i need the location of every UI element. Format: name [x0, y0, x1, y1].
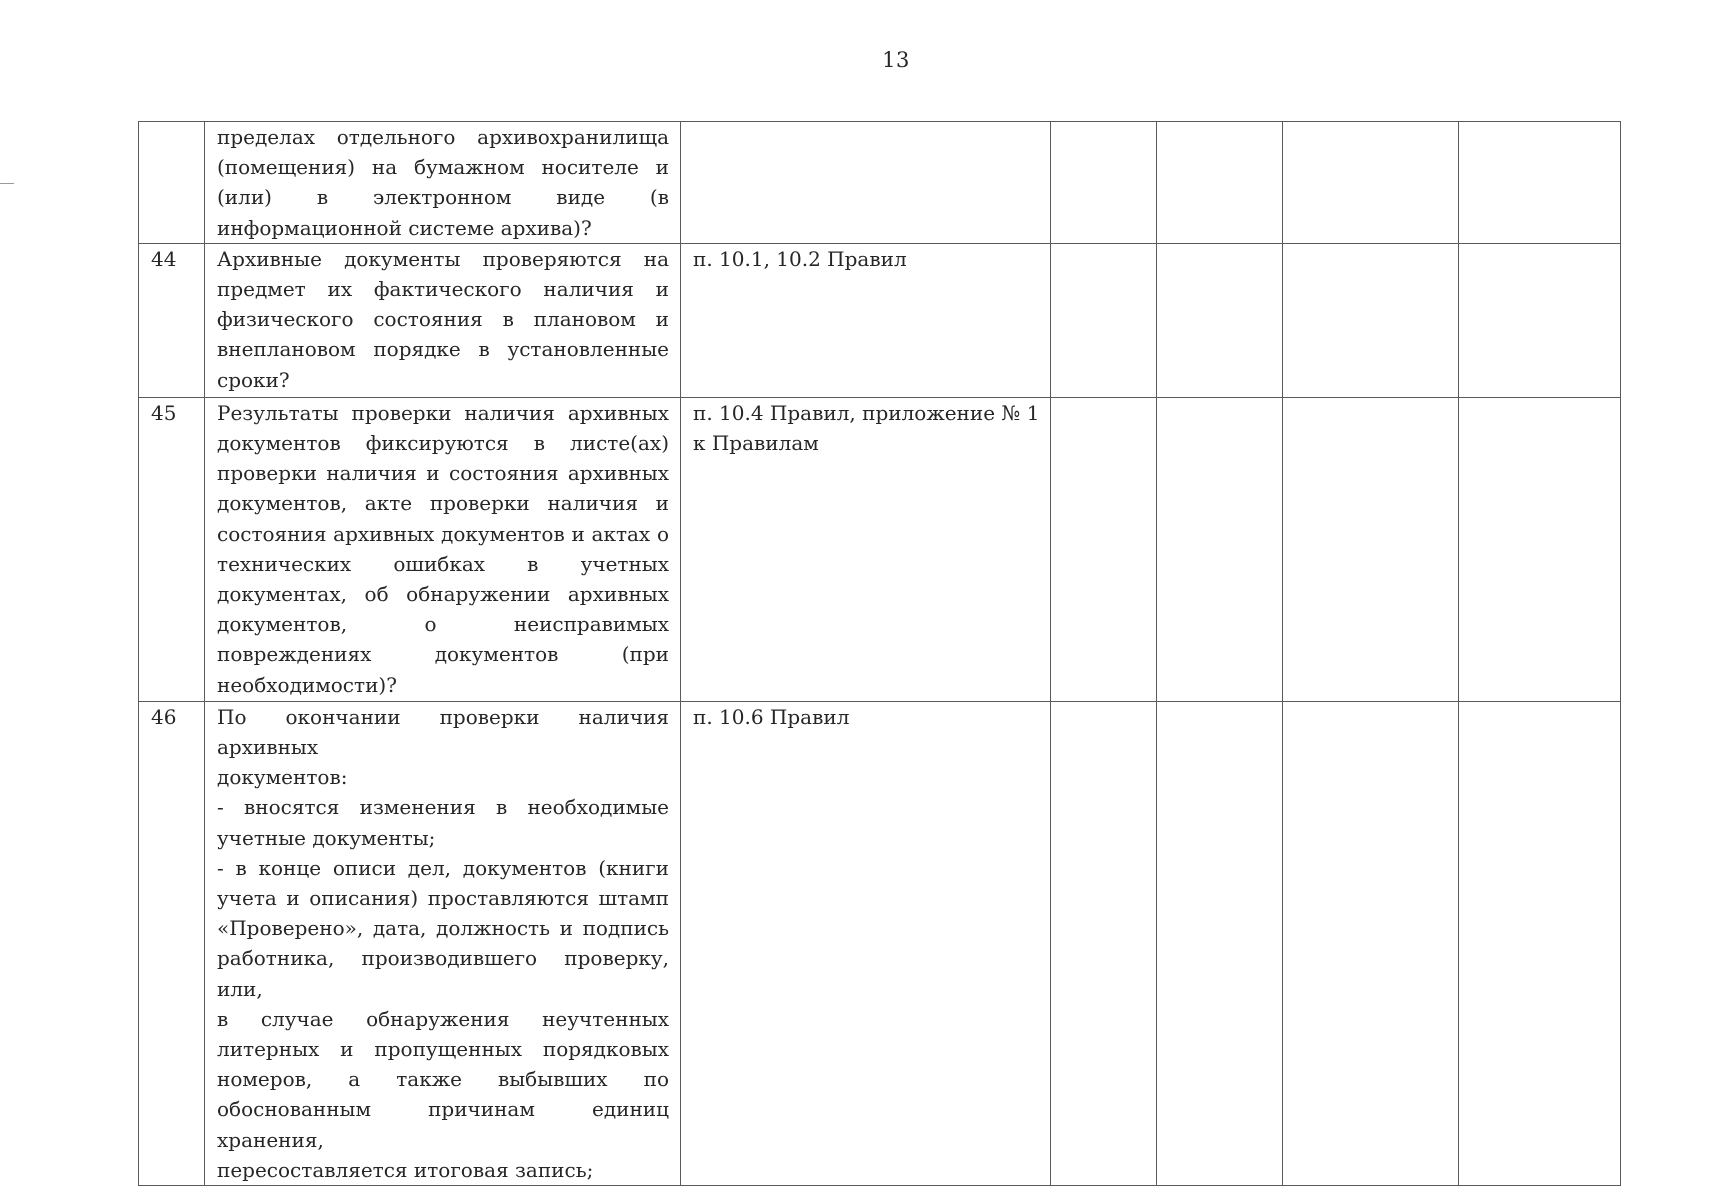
empty-cell: [1157, 243, 1283, 397]
question-line: пересоставляется итоговая запись;: [217, 1157, 594, 1182]
question-line: работника, производившего проверку, или,: [217, 946, 669, 1001]
empty-cell: [1051, 397, 1157, 701]
question-line: физического состояния в плановом и: [217, 307, 669, 332]
question-line: необходимости)?: [217, 672, 397, 697]
empty-cell: [1157, 122, 1283, 244]
question-line: (или) в электронном виде (в: [217, 185, 669, 210]
table-row: [139, 701, 1621, 1185]
question-line: документов фиксируются в листе(ах): [217, 431, 669, 456]
table-row: [139, 397, 1621, 701]
question-cell: [205, 397, 681, 701]
question-line: (помещения) на бумажном носителе и: [217, 155, 669, 180]
question-line: Результаты проверки наличия архивных: [217, 400, 669, 425]
empty-cell: [1051, 701, 1157, 1185]
question-line: - вносятся изменения в необходимые: [217, 795, 669, 820]
empty-cell: [1459, 397, 1621, 701]
question-line: - в конце описи дел, документов (книги: [217, 855, 669, 880]
margin-mark: [0, 183, 14, 184]
question-line: Архивные документы проверяются на: [217, 246, 669, 271]
question-line: в случае обнаружения неучтенных: [217, 1006, 669, 1031]
question-line: внеплановом порядке в установленные: [217, 337, 669, 362]
reference-cell: [681, 397, 1051, 701]
page-number: 13: [882, 48, 910, 72]
question-cell: [205, 122, 681, 244]
reference-cell: [681, 122, 1051, 244]
row-number-cell: 44: [139, 243, 205, 397]
question-line: сроки?: [217, 367, 290, 392]
empty-cell: [1459, 243, 1621, 397]
reference-cell: [681, 701, 1051, 1185]
empty-cell: [1051, 122, 1157, 244]
reference-line: п. 10.4 Правил, приложение № 1: [693, 400, 1040, 425]
reference-line: к Правилам: [693, 431, 819, 456]
question-line: повреждениях документов (при: [217, 642, 669, 667]
empty-cell: [1283, 243, 1459, 397]
row-number-cell: 45: [139, 397, 205, 701]
question-line: предмет их фактического наличия и: [217, 277, 669, 302]
empty-cell: [1459, 701, 1621, 1185]
empty-cell: [1157, 397, 1283, 701]
question-line: документов, о неисправимых: [217, 612, 669, 637]
question-line: номеров, а также выбывших по: [217, 1067, 669, 1092]
empty-cell: [1157, 701, 1283, 1185]
question-line: обоснованным причинам единиц хранения,: [217, 1097, 669, 1152]
question-cell: [205, 701, 681, 1185]
question-line: состояния архивных документов и актах о: [217, 521, 669, 546]
question-line: литерных и пропущенных порядковых: [217, 1037, 669, 1062]
question-cell: [205, 243, 681, 397]
question-line: документов, акте проверки наличия и: [217, 491, 669, 516]
question-line: учета и описания) проставляются штамп: [217, 886, 669, 911]
table-row: [139, 122, 1621, 244]
checklist-table: [138, 121, 1621, 1186]
question-line: учетные документы;: [217, 825, 436, 850]
reference-cell: [681, 243, 1051, 397]
empty-cell: [1283, 397, 1459, 701]
empty-cell: [1283, 122, 1459, 244]
question-line: документах, об обнаружении архивных: [217, 582, 669, 607]
table-row: [139, 243, 1621, 397]
row-number-cell: [139, 122, 205, 244]
empty-cell: [1051, 243, 1157, 397]
question-line: По окончании проверки наличия архивных: [217, 704, 669, 760]
question-line: технических ошибках в учетных: [217, 551, 669, 576]
reference-line: п. 10.6 Правил: [693, 704, 850, 729]
row-number-cell: 46: [139, 701, 205, 1185]
question-line: информационной системе архива)?: [217, 215, 592, 240]
question-line: пределах отдельного архивохранилища: [217, 125, 669, 149]
question-line: проверки наличия и состояния архивных: [217, 461, 669, 486]
empty-cell: [1283, 701, 1459, 1185]
question-line: документов:: [217, 765, 348, 790]
empty-cell: [1459, 122, 1621, 244]
reference-line: п. 10.1, 10.2 Правил: [693, 246, 907, 271]
question-line: «Проверено», дата, должность и подпись: [217, 916, 669, 941]
